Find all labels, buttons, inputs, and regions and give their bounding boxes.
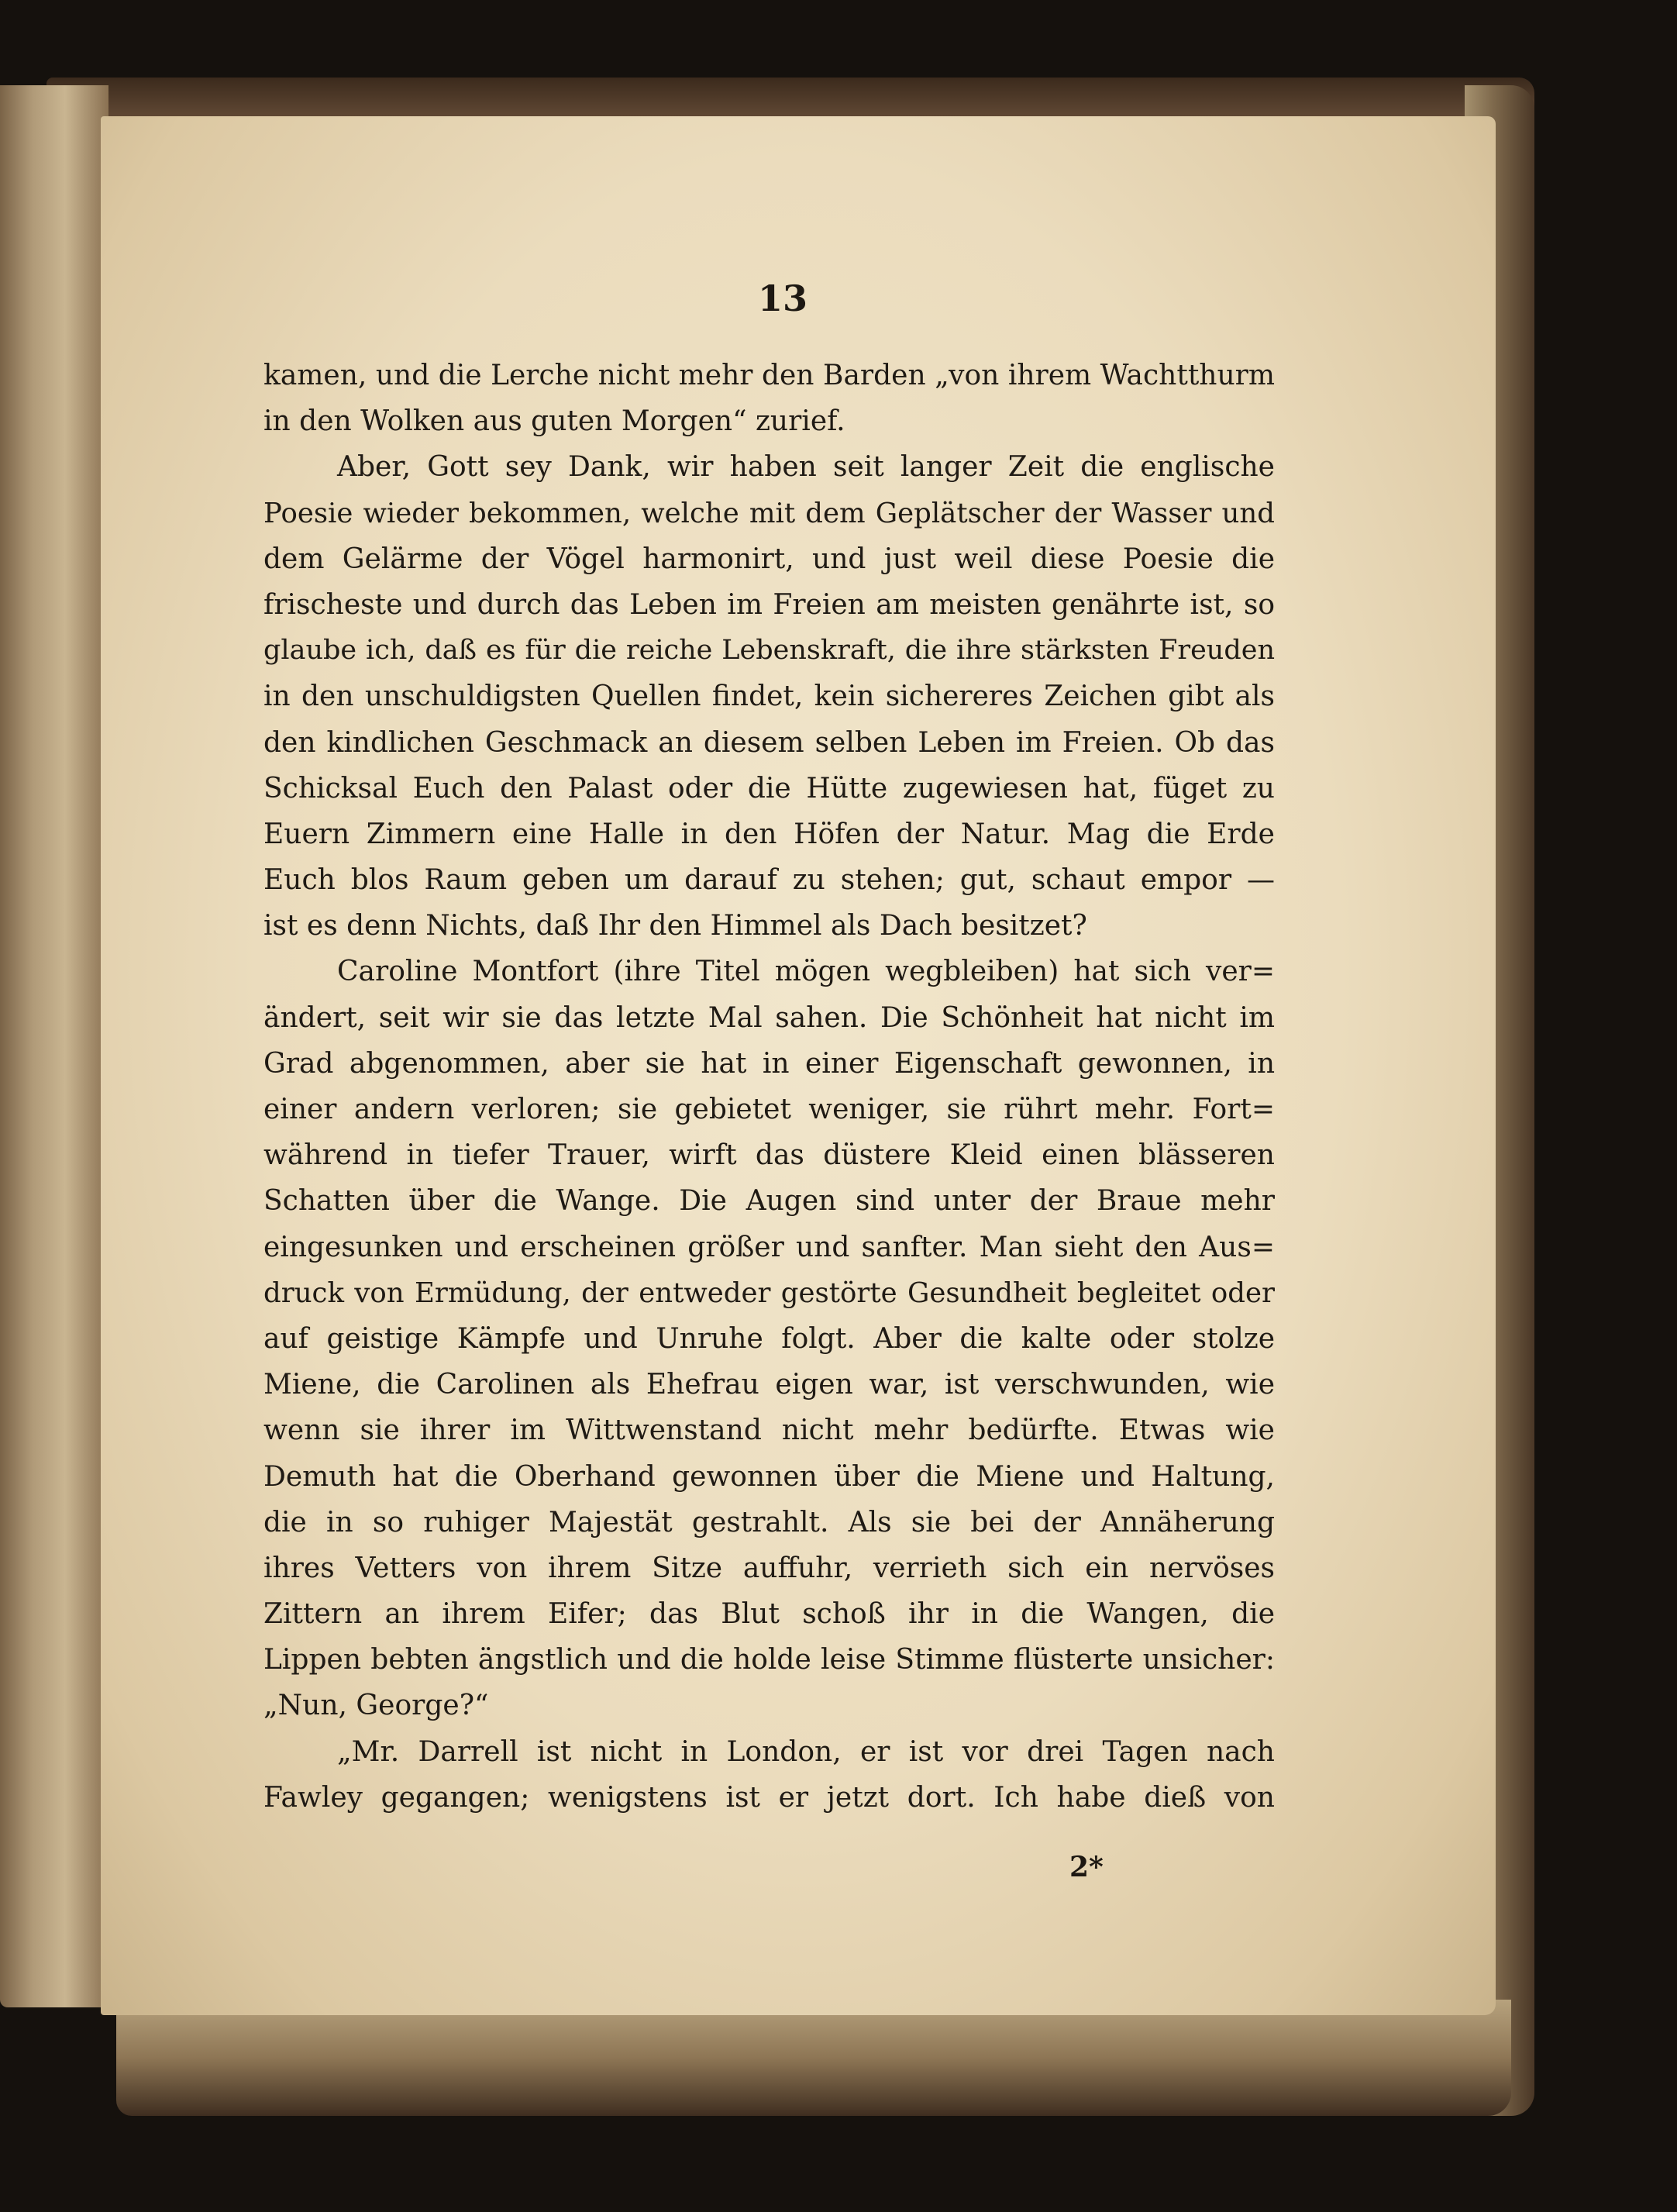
text-line: Miene, die Carolinen als Ehefrau eigen war, ist verschwunden, wie: [263, 1369, 1275, 1401]
text-line: „Mr. Darrell ist nicht in London, er ist vor drei Tagen nach: [337, 1735, 1275, 1768]
text-line: Schatten über die Wange. Die Augen sind unter der Braue mehr: [263, 1185, 1275, 1218]
text-line: ihres Vetters von ihrem Sitze auffuhr, verrieth sich ein nervöses: [263, 1552, 1275, 1584]
previous-page-edge: [0, 85, 108, 2007]
text-line: wenn sie ihrer im Wittwenstand nicht mehr bedürfte. Etwas wie: [263, 1414, 1275, 1447]
text-line: Schicksal Euch den Palast oder die Hütte zugewiesen hat, füget zu: [263, 772, 1275, 805]
text-line: während in tiefer Trauer, wirft das düstere Kleid einen blässeren: [263, 1139, 1275, 1172]
text-line: ändert, seit wir sie das letzte Mal sahen. Die Schönheit hat nicht im: [263, 1001, 1275, 1034]
text-line: kamen, und die Lerche nicht mehr den Barden „von ihrem Wachtthurm: [263, 360, 1275, 391]
text-line: auf geistige Kämpfe und Unruhe folgt. Aber die kalte oder stolze: [263, 1322, 1275, 1355]
text-line: dem Gelärme der Vögel harmonirt, und just weil diese Poesie die: [263, 543, 1275, 575]
text-line: Lippen bebten ängstlich und die holde leise Stimme flüsterte unsicher:: [263, 1644, 1275, 1676]
text-line: frischeste und durch das Leben im Freien am meisten genährte ist, so: [263, 588, 1275, 621]
text-line: druck von Ermüdung, der entweder gestörte Gesundheit begleitet oder: [263, 1277, 1275, 1309]
text-line: in den Wolken aus guten Morgen“ zurief.: [263, 405, 845, 438]
text-line: den kindlichen Geschmack an diesem selben Leben im Freien. Ob das: [263, 726, 1275, 759]
text-line: ist es denn Nichts, daß Ihr den Himmel als Dach besitzet?: [263, 910, 1087, 942]
text-line: eingesunken und erscheinen größer und sanfter. Man sieht den Aus=: [263, 1231, 1275, 1263]
text-line: die in so ruhiger Majestät gestrahlt. Als sie bei der Annäherung: [263, 1506, 1275, 1538]
text-line: einer andern verloren; sie gebietet weniger, sie rührt mehr. Fort=: [263, 1094, 1275, 1125]
text-line: Caroline Montfort (ihre Titel mögen wegbleiben) hat sich ver=: [337, 956, 1275, 988]
text-line: Fawley gegangen; wenigstens ist er jetzt dort. Ich habe dieß von: [263, 1781, 1275, 1814]
text-line: in den unschuldigsten Quellen findet, kein sichereres Zeichen gibt als: [263, 680, 1275, 713]
text-line: Zittern an ihrem Eifer; das Blut schoß ihr in die Wangen, die: [263, 1598, 1275, 1631]
text-line: glaube ich, daß es für die reiche Lebenskraft, die ihre stärksten Freuden: [263, 635, 1275, 667]
text-line: Poesie wieder bekommen, welche mit dem Geplätscher der Wasser und: [263, 497, 1275, 529]
text-line: „Nun, George?“: [263, 1690, 489, 1722]
book-cover-bottom-edge: [116, 2000, 1511, 2116]
text-line: Grad abgenommen, aber sie hat in einer Eigenschaft gewonnen, in: [263, 1047, 1275, 1080]
text-line: Aber, Gott sey Dank, wir haben seit langer Zeit die englische: [337, 451, 1275, 484]
text-line: Demuth hat die Oberhand gewonnen über die Miene und Haltung,: [263, 1460, 1275, 1493]
signature-mark: 2*: [1069, 1851, 1104, 1883]
page-number: 13: [757, 277, 808, 319]
text-line: Euch blos Raum geben um darauf zu stehen; gut, schaut empor —: [263, 864, 1275, 897]
text-line: Euern Zimmern eine Halle in den Höfen der Natur. Mag die Erde: [263, 818, 1275, 850]
body-text: [263, 353, 1275, 1821]
